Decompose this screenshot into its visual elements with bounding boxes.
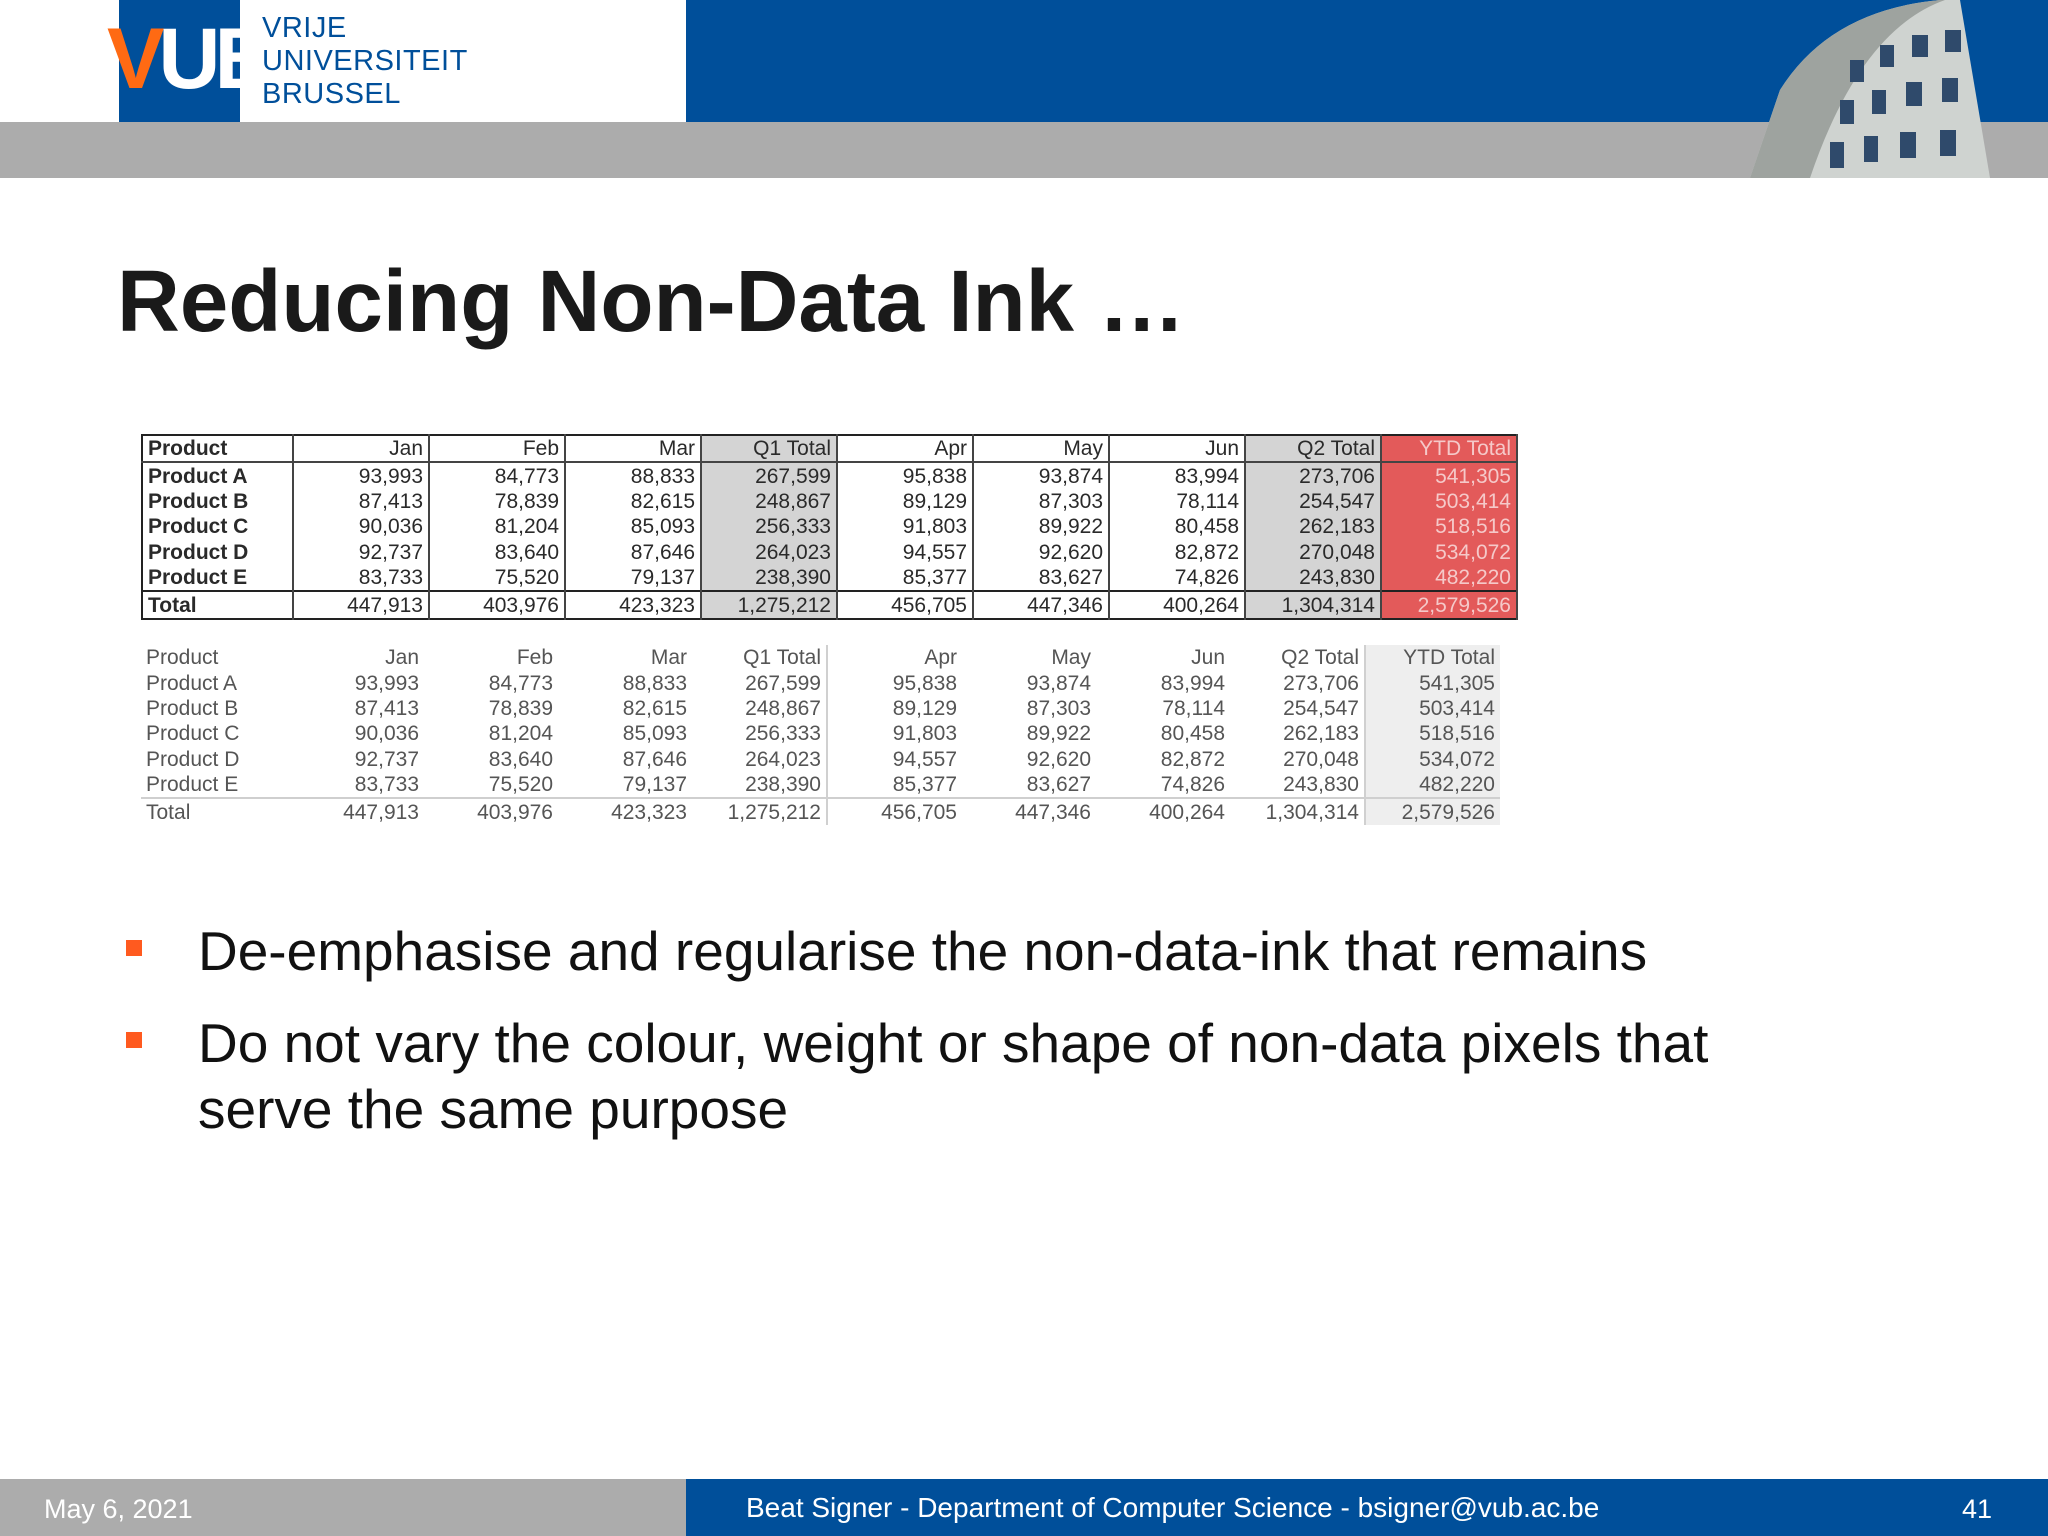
table-cell: 1,275,212 [701,591,837,618]
table-cell: 85,093 [565,514,701,539]
col-header: Q1 Total [692,645,827,670]
table-cell: 82,872 [1160,747,1225,771]
table-cell: 82,615 [565,489,701,514]
row-label: Product C [142,514,293,539]
table-cell: 83,640 [488,747,553,771]
table-total-row [141,798,1500,824]
table-cell: 89,922 [973,514,1109,539]
row-label: Total [142,591,293,618]
table-cell: 92,737 [354,747,419,771]
table-cell: 503,414 [1365,696,1500,721]
logo-line2: UNIVERSITEIT [262,45,468,77]
col-header: Apr [924,646,957,670]
table-cell: 254,547 [1245,489,1381,514]
table-cell: 95,838 [837,462,973,488]
table-row [142,462,1517,488]
row-label: Product B [142,489,293,514]
bullet-text: Do not vary the colour, weight or shape of non-data pixels that serve the same purpose [198,1012,1709,1140]
col-header: Apr [837,435,973,462]
table-cell: 74,826 [1109,565,1245,591]
table-cell: 83,733 [354,773,419,797]
building-image [1740,0,2000,178]
col-header: Product [142,435,293,462]
table-cell: 89,129 [892,696,957,720]
bullet-list [120,918,1740,1168]
table-cell: 85,377 [837,565,973,591]
table-cell: 83,994 [1160,671,1225,695]
table-cell: 87,646 [622,747,687,771]
table-cell: 80,458 [1109,514,1245,539]
table-row [142,514,1517,539]
table-cell: 83,733 [293,565,429,591]
table-row [142,565,1517,591]
table-row [141,772,1500,798]
table-header-row [141,645,1500,670]
table-cell: 456,705 [827,798,962,824]
table-row [141,670,1500,695]
vub-logo [107,11,271,107]
col-header: May [973,435,1109,462]
table-cell: 238,390 [701,565,837,591]
col-header: Mar [650,646,687,670]
bullet-item [120,1010,1740,1142]
logo-v: V [107,11,159,107]
table-cell: 88,833 [565,462,701,488]
row-label: Product A [142,462,293,488]
bullet-square-icon [126,940,142,956]
table-with-heavy-ink [141,434,1518,620]
col-header: Q2 Total [1245,435,1381,462]
table-cell: 534,072 [1365,747,1500,772]
table-cell: 91,803 [837,514,973,539]
table-cell: 447,913 [293,591,429,618]
table-cell: 541,305 [1381,462,1517,488]
table-cell: 80,458 [1160,722,1225,746]
table-cell: 267,599 [701,462,837,488]
table-cell: 518,516 [1365,721,1500,746]
table-cell: 447,346 [973,591,1109,618]
table-cell: 83,640 [429,540,565,565]
bullet-text: De-emphasise and regularise the non-data-ink that remains [198,920,1648,982]
table-cell: 256,333 [701,514,837,539]
col-header: YTD Total [1381,435,1517,462]
table-cell: 93,874 [973,462,1109,488]
table-cell: 75,520 [429,565,565,591]
col-header: Mar [565,435,701,462]
table-cell: 262,183 [1245,514,1381,539]
table-cell: 264,023 [692,747,827,772]
table-cell: 518,516 [1381,514,1517,539]
table-cell: 273,706 [1230,670,1365,695]
logo-line1: VRIJE [262,12,347,44]
row-label: Total [141,798,290,824]
table-cell: 254,547 [1230,696,1365,721]
table-cell: 243,830 [1230,772,1365,798]
table-cell: 87,413 [293,489,429,514]
table-cell: 238,390 [692,772,827,798]
table-cell: 93,874 [1026,671,1091,695]
table-cell: 92,620 [1026,747,1091,771]
page-number: 41 [1962,1494,1993,1524]
col-header: May [1051,646,1091,670]
table-cell: 447,913 [290,798,424,824]
table-cell: 87,303 [1026,696,1091,720]
table-cell: 92,737 [293,540,429,565]
table-cell: 89,922 [1026,722,1091,746]
table-cell: 423,323 [565,591,701,618]
table-cell: 87,413 [354,696,419,720]
logo-line3: BRUSSEL [262,78,401,110]
table-cell: 267,599 [692,670,827,695]
table-cell: 94,557 [892,747,957,771]
col-header: YTD Total [1365,645,1500,670]
table-cell: 90,036 [354,722,419,746]
table-cell: 78,114 [1109,489,1245,514]
table-row [141,747,1500,772]
table-cell: 262,183 [1230,721,1365,746]
table-cell: 503,414 [1381,489,1517,514]
table-cell: 88,833 [622,671,687,695]
table-cell: 541,305 [1365,670,1500,695]
slide-title: Reducing Non-Data Ink … [117,253,1186,350]
table-cell: 400,264 [1096,798,1230,824]
table-with-reduced-ink [141,645,1500,825]
table-cell: 456,705 [837,591,973,618]
table-cell: 83,627 [1026,773,1091,797]
table-header-row [142,435,1517,462]
table-cell: 84,773 [488,671,553,695]
table-cell: 2,579,526 [1381,591,1517,618]
col-header: Product [146,646,219,670]
table-cell: 264,023 [701,540,837,565]
table-cell: 94,557 [837,540,973,565]
table-cell: 74,826 [1160,773,1225,797]
table-cell: 248,867 [701,489,837,514]
table-cell: 403,976 [429,591,565,618]
table-cell: 273,706 [1245,462,1381,488]
table-cell: 83,994 [1109,462,1245,488]
table-cell: 270,048 [1245,540,1381,565]
table-cell: 75,520 [488,773,553,797]
table-cell: 79,137 [622,773,687,797]
table-cell: 95,838 [892,671,957,695]
table-cell: 248,867 [692,696,827,721]
logo-ub: UB [158,11,271,107]
table-cell: 403,976 [424,798,558,824]
table-cell: 83,627 [973,565,1109,591]
table-cell: 482,220 [1365,772,1500,798]
table-row [141,696,1500,721]
table-cell: 1,275,212 [692,798,827,824]
university-name [262,12,468,111]
table-cell: 482,220 [1381,565,1517,591]
table-cell: 243,830 [1245,565,1381,591]
table-cell: 447,346 [962,798,1096,824]
row-label: Product B [146,696,239,720]
bullet-square-icon [126,1032,142,1048]
table-cell: 93,993 [354,671,419,695]
table-cell: 256,333 [692,721,827,746]
col-header: Jan [385,646,419,670]
row-label: Product A [146,671,238,695]
table-cell: 87,646 [565,540,701,565]
table-cell: 2,579,526 [1365,798,1500,824]
table-row [142,489,1517,514]
col-header: Q2 Total [1230,645,1365,670]
table-cell: 1,304,314 [1245,591,1381,618]
footer-credit: Beat Signer - Department of Computer Science - bsigner@vub.ac.be [746,1492,1600,1523]
table-cell: 81,204 [429,514,565,539]
table-cell: 78,839 [429,489,565,514]
table-row [142,540,1517,565]
col-header: Jun [1191,646,1225,670]
table-cell: 91,803 [892,722,957,746]
table-cell: 85,377 [892,773,957,797]
row-label: Product C [146,722,240,746]
table-cell: 93,993 [293,462,429,488]
table-cell: 87,303 [973,489,1109,514]
table-cell: 270,048 [1230,747,1365,772]
table-total-row [142,591,1517,618]
row-label: Product E [142,565,293,591]
table-cell: 400,264 [1109,591,1245,618]
table-cell: 423,323 [558,798,692,824]
table-cell: 89,129 [837,489,973,514]
table-cell: 78,839 [488,696,553,720]
table-cell: 534,072 [1381,540,1517,565]
col-header: Jun [1109,435,1245,462]
col-header: Q1 Total [701,435,837,462]
bullet-item [120,918,1740,984]
row-label: Product D [142,540,293,565]
col-header: Feb [516,646,553,670]
row-label: Product E [146,773,239,797]
table-cell: 1,304,314 [1230,798,1365,824]
table-cell: 81,204 [488,722,553,746]
row-label: Product D [146,747,240,771]
table-cell: 79,137 [565,565,701,591]
table-cell: 82,872 [1109,540,1245,565]
col-header: Jan [293,435,429,462]
table-cell: 92,620 [973,540,1109,565]
table-cell: 85,093 [622,722,687,746]
table-cell: 84,773 [429,462,565,488]
table-row [141,721,1500,746]
table-cell: 82,615 [622,696,687,720]
col-header: Feb [429,435,565,462]
footer-date: May 6, 2021 [44,1494,193,1524]
table-cell: 90,036 [293,514,429,539]
table-cell: 78,114 [1162,696,1225,720]
